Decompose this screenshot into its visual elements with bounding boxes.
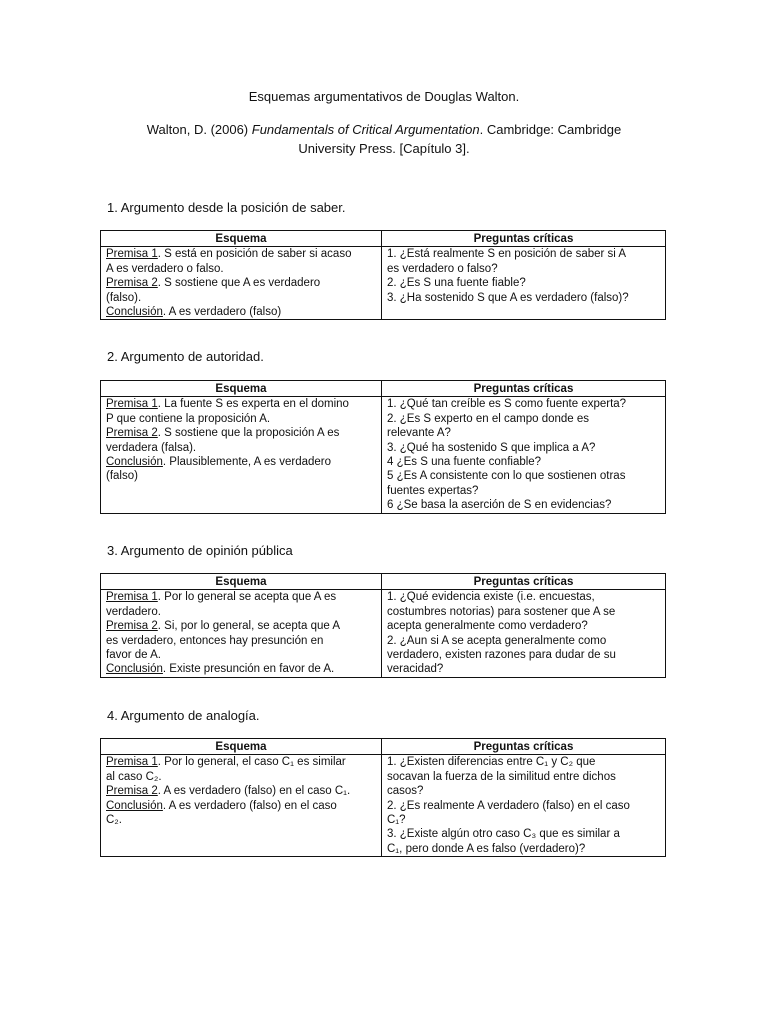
conclusion-text: . A es verdadero (falso) en el caso — [162, 799, 337, 812]
question-line: C₁, pero donde A es falso (verdadero)? — [387, 842, 586, 855]
questions-cell — [382, 755, 666, 857]
scheme-table-3 — [100, 573, 666, 678]
header-preguntas-criticas: Preguntas críticas — [382, 739, 666, 755]
question-line: 1. ¿Existen diferencias entre C₁ y C₂ que — [387, 756, 596, 769]
question-line: verdadero, existen razones para dudar de su — [387, 649, 616, 662]
question-line: 2. ¿Es S experto en el campo donde es — [387, 412, 590, 425]
section-heading-4: 4. Argumento de analogía. — [107, 708, 260, 723]
premise-text: . Si, por lo general, se acepta que A — [157, 620, 340, 633]
question-line: C₁? — [387, 814, 406, 827]
premise-text: . Por lo general, el caso C₁ es similar — [157, 756, 346, 769]
scheme-table-1 — [100, 230, 666, 320]
conclusion-label: Conclusión — [106, 456, 163, 469]
header-esquema: Esquema — [101, 231, 382, 247]
scheme-table-4 — [100, 738, 666, 857]
scheme-cell — [101, 247, 382, 320]
scheme-cell — [101, 397, 382, 513]
question-line: 2. ¿Aun si A se acepta generalmente como — [387, 634, 607, 647]
premise-label: Premisa 2 — [106, 785, 158, 798]
question-line: veracidad? — [387, 663, 444, 676]
conclusion-label: Conclusión — [106, 306, 163, 319]
premise-text: . S sostiene que la proposición A es — [157, 427, 340, 440]
scheme-table-2 — [100, 380, 666, 514]
question-line: 3. ¿Ha sostenido S que A es verdadero (falso)? — [387, 291, 629, 304]
premise-text: . A es verdadero (falso) en el caso C₁. — [157, 785, 351, 798]
question-line: 4 ¿Es S una fuente confiable? — [387, 456, 542, 469]
question-line: 1. ¿Está realmente S en posición de saber si A — [387, 248, 627, 261]
reference-suffix: . Cambridge: Cambridge — [479, 122, 622, 137]
question-line: 2. ¿Es realmente A verdadero (falso) en el caso — [387, 799, 630, 812]
section-heading-1: 1. Argumento desde la posición de saber. — [107, 200, 346, 215]
conclusion-text: . A es verdadero (falso) — [162, 306, 282, 319]
question-line: casos? — [387, 785, 424, 798]
header-preguntas-criticas: Preguntas críticas — [382, 574, 666, 590]
premise-text: . S está en posición de saber si acaso — [157, 248, 352, 261]
header-preguntas-criticas: Preguntas críticas — [382, 231, 666, 247]
question-line: socavan la fuerza de la similitud entre dichos — [387, 770, 616, 783]
header-esquema: Esquema — [101, 574, 382, 590]
question-line: 3. ¿Qué ha sostenido S que implica a A? — [387, 441, 596, 454]
premise-text: . S sostiene que A es verdadero — [157, 277, 321, 290]
premise-text: verdadera (falsa). — [106, 441, 197, 454]
question-line: 1. ¿Qué evidencia existe (i.e. encuestas, — [387, 591, 595, 604]
premise-text: . La fuente S es experta en el domino — [157, 398, 349, 411]
question-line: costumbres notorias) para sostener que A se — [387, 605, 616, 618]
conclusion-text: . Existe presunción en favor de A. — [162, 663, 335, 676]
premise-text: (falso). — [106, 291, 142, 304]
premise-label: Premisa 2 — [106, 427, 158, 440]
header-esquema: Esquema — [101, 381, 382, 397]
conclusion-text: (falso) — [106, 470, 138, 483]
questions-cell — [382, 247, 666, 320]
reference-line2: University Press. [Capítulo 3]. — [298, 141, 470, 156]
conclusion-text: C₂. — [106, 814, 122, 827]
conclusion-text: . Plausiblemente, A es verdadero — [162, 456, 332, 469]
premise-label: Premisa 1 — [106, 398, 158, 411]
premise-label: Premisa 2 — [106, 277, 158, 290]
premise-label: Premisa 1 — [106, 591, 158, 604]
question-line: 1. ¿Qué tan creíble es S como fuente experta? — [387, 398, 627, 411]
premise-label: Premisa 1 — [106, 248, 158, 261]
premise-text: favor de A. — [106, 649, 161, 662]
question-line: 5 ¿Es A consistente con lo que sostienen otras — [387, 470, 626, 483]
premise-text: es verdadero, entonces hay presunción en — [106, 634, 324, 647]
premise-text: . Por lo general se acepta que A es — [157, 591, 337, 604]
premise-text: verdadero. — [106, 605, 161, 618]
section-heading-2: 2. Argumento de autoridad. — [107, 349, 264, 364]
premise-text: P que contiene la proposición A. — [106, 412, 271, 425]
premise-label: Premisa 1 — [106, 756, 158, 769]
premise-text: al caso C₂. — [106, 770, 162, 783]
header-esquema: Esquema — [101, 739, 382, 755]
question-line: es verdadero o falso? — [387, 262, 498, 275]
questions-cell — [382, 590, 666, 677]
questions-cell — [382, 397, 666, 513]
section-heading-3: 3. Argumento de opinión pública — [107, 543, 293, 558]
premise-label: Premisa 2 — [106, 620, 158, 633]
question-line: relevante A? — [387, 427, 451, 440]
reference-prefix: Walton, D. (2006) — [146, 122, 252, 137]
question-line: fuentes expertas? — [387, 484, 479, 497]
scheme-cell — [101, 755, 382, 857]
question-line: 2. ¿Es S una fuente fiable? — [387, 277, 526, 290]
conclusion-label: Conclusión — [106, 799, 163, 812]
scheme-cell — [101, 590, 382, 677]
bibliographic-reference — [0, 120, 768, 158]
question-line: acepta generalmente como verdadero? — [387, 620, 588, 633]
document-title: Esquemas argumentativos de Douglas Walton. — [248, 89, 520, 104]
question-line: 3. ¿Existe algún otro caso C₃ que es similar a — [387, 828, 620, 841]
conclusion-label: Conclusión — [106, 663, 163, 676]
premise-text: A es verdadero o falso. — [106, 262, 224, 275]
header-preguntas-criticas: Preguntas críticas — [382, 381, 666, 397]
question-line: 6 ¿Se basa la aserción de S en evidencias? — [387, 499, 612, 512]
reference-book-title: Fundamentals of Critical Argumentation — [251, 122, 480, 137]
